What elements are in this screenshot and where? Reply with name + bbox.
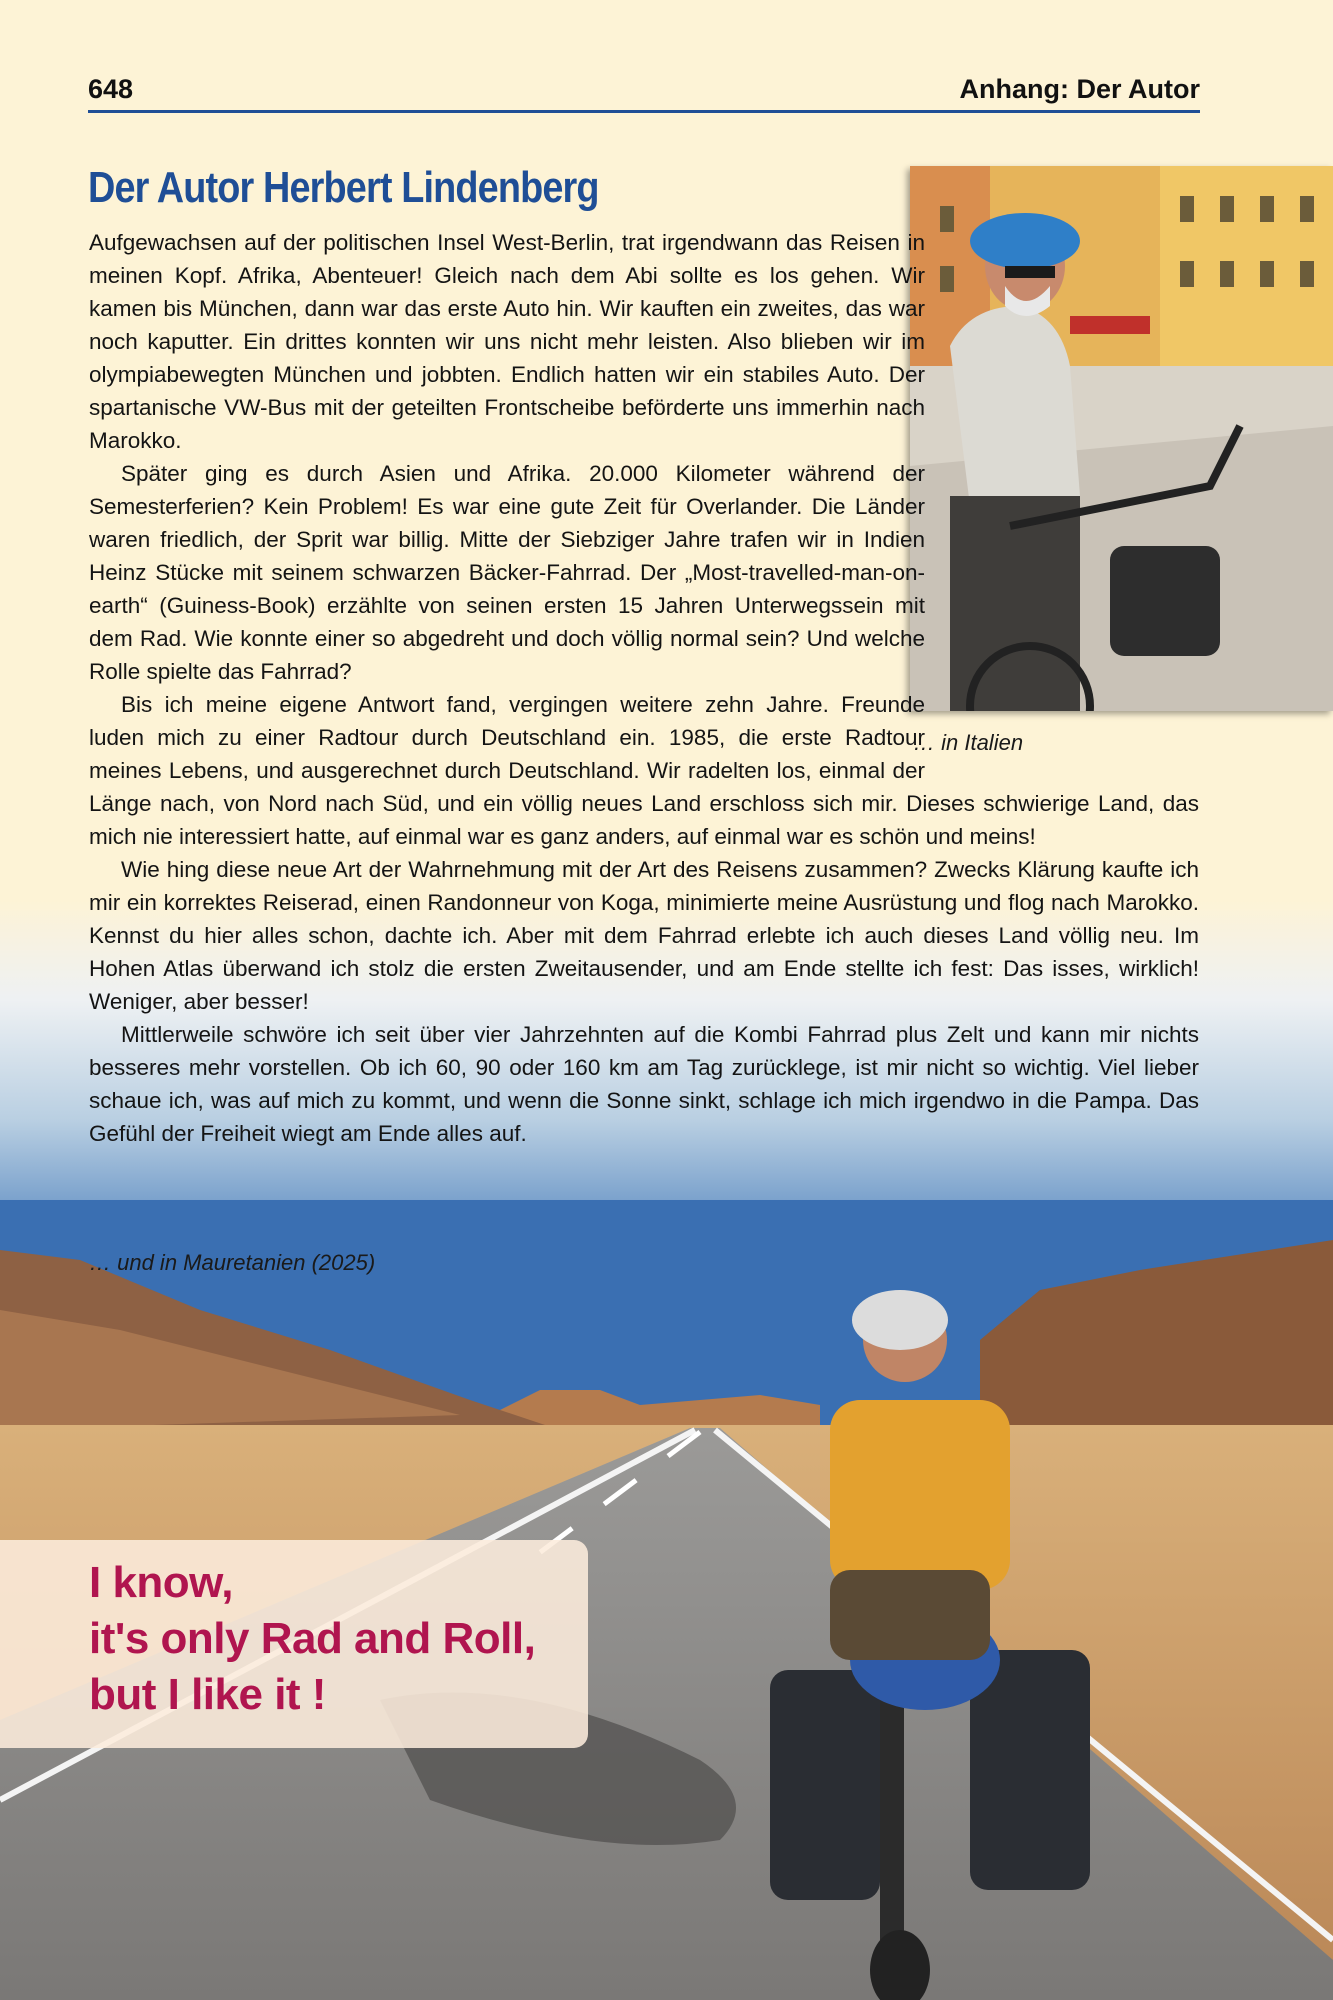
photo-float-spacer	[925, 226, 1199, 766]
article-body	[89, 226, 1199, 1150]
paragraph: Mittlerweile schwöre ich seit über vier Jahrzehnten auf die Kombi Fahrrad plus Zelt und kann mir nichts besseres mehr vorstellen. Ob ich 60, 90 oder 160 km am Tag zurücklege, ist mir nicht so wichtig. Viel lieber schaue ich, was auf mich zu kommt, und wenn die Sonne sinkt, schlage ich mich irgendwo in die Pampa. Das Gefühl der Freiheit wiegt am Ende alles auf.	[89, 1022, 1199, 1146]
paragraph: Aufgewachsen auf der politischen Insel West-Berlin, trat irgendwann das Reisen in meinen Kopf. Afrika, Abenteuer! Gleich nach dem Abi sollte es los gehen. Wir kamen bis München, dann war das erste Auto hin. Wir kauften ein zweites, das war noch kaputter. Ein drittes konnten wir uns nicht mehr leisten. Also blieben wir im olympiabewegten München und jobbten. Endlich hatten wir ein stabiles Auto. Der spartanische VW-Bus mit der geteilten Frontscheibe beförderte uns immerhin nach Marokko.	[89, 230, 925, 453]
page-number: 648	[88, 74, 134, 104]
paragraph: Bis ich meine eigene Antwort fand, vergingen weitere zehn Jahre. Freunde luden mich zu einer Radtour durch Deutschland ein. 1985, die erste Radtour meines Lebens, und ausgerechnet durch Deutschland. Wir radelten los, einmal der Länge nach, von Nord nach Süd, und ein völlig neues Land erschloss sich mir. Dieses schwierige Land, das mich nie interessiert hatte, auf einmal war es ganz anders, auf einmal war es schön und meins!	[89, 692, 1199, 849]
paragraph: Wie hing diese neue Art der Wahrnehmung mit der Art des Reisens zusammen? Zwecks Klärung kaufte ich mir ein korrektes Reiserad, einen Randonneur von Koga, minimierte meine Ausrüstung und flog nach Marokko. Kennst du hier alles schon, dachte ich. Aber mit dem Fahrrad erlebte ich auch dieses Land völlig neu. Im Hohen Atlas überwand ich stolz die ersten Zweitausender, und am Ende stellte ich fest: Das isses, wirklich! Weniger, aber besser!	[89, 857, 1199, 1014]
page-header	[88, 70, 1200, 113]
running-head: Anhang: Der Autor	[959, 74, 1200, 104]
mauritania-photo-caption: … und in Mauretanien (2025)	[89, 1250, 376, 1275]
pull-quote	[0, 1540, 588, 1748]
quote-line: but I like it !	[89, 1670, 326, 1719]
article-title: Der Autor Herbert Lindenberg	[88, 163, 599, 212]
quote-line: I know,	[89, 1558, 233, 1607]
paragraph: Später ging es durch Asien und Afrika. 20.000 Kilometer während der Semesterferien? Kein Problem! Es war eine gute Zeit für Overlander. Die Länder waren friedlich, der Sprit war billig. Mitte der Siebziger Jahre trafen wir in Indien Heinz Stücke mit seinem schwarzen Bäcker-Fahrrad. Der „Most-travelled-man-on-earth“ (Guiness-Book) erzählte von seinen ersten 15 Jahren Unterwegssein mit dem Rad. Wie konnte einer so abgedreht und doch völlig normal sein? Und welche Rolle spielte das Fahrrad?	[89, 461, 925, 684]
italy-photo-caption: … in Italien	[913, 730, 1024, 755]
quote-line: it's only Rad and Roll,	[89, 1614, 536, 1663]
